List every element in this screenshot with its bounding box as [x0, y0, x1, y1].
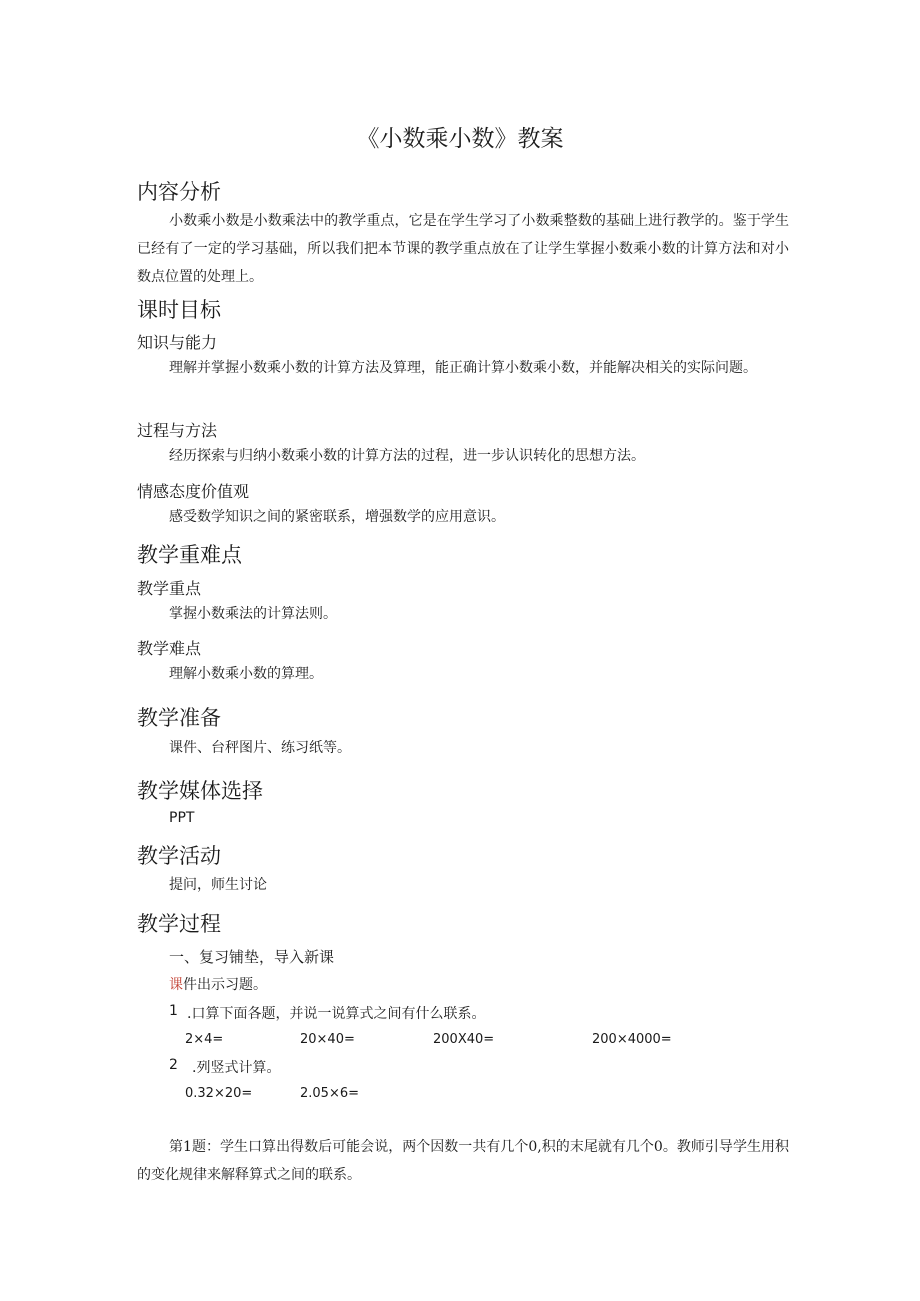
- paragraph-knowledge: [137, 354, 789, 382]
- heading-key-points: 教学重难点: [137, 543, 242, 567]
- paragraph-text: 小数乘小数是小数乘法中的教学重点，它是在学生学习了小数乘整数的基础上进行教学的。鉴于学生已经有了一定的学习基础，所以我们把本节课的教学重点放在了让学生掌握小数乘小数的计算方法和对小数点位置的处理上。: [137, 213, 789, 285]
- q1-item: 200×4000=: [592, 1032, 672, 1047]
- heading-goals: 课时目标: [137, 298, 221, 322]
- question-1-number: 1: [169, 1003, 178, 1019]
- subheading-key: 教学重点: [137, 579, 202, 598]
- question-2-number: 2: [169, 1057, 178, 1073]
- paragraph-text: 理解小数乘小数的算理。: [169, 666, 323, 682]
- q1-item: 20×40=: [300, 1032, 355, 1047]
- paragraph-text: 掌握小数乘法的计算法则。: [169, 606, 337, 622]
- q1-item: 200X40=: [433, 1032, 495, 1047]
- paragraph-text: 课件、台秤图片、练习纸等。: [169, 740, 351, 756]
- paragraph-preparation: [137, 734, 789, 762]
- question-1-text: .口算下面各题，并说一说算式之间有什么联系。: [187, 1006, 486, 1022]
- heading-process: 教学过程: [137, 912, 221, 936]
- step1-title: 一、复习铺垫，导入新课: [169, 948, 335, 966]
- paragraph-emotion: [137, 503, 789, 531]
- paragraph-difficult: [137, 660, 789, 688]
- paragraph-text: 理解并掌握小数乘小数的计算方法及算理，能正确计算小数乘小数，并能解决相关的实际问题。: [169, 360, 757, 376]
- q1-item: 2×4=: [185, 1032, 224, 1047]
- heading-content-analysis: 内容分析: [137, 180, 221, 204]
- q2-item: 2.05×6=: [300, 1086, 360, 1101]
- courseware-first-char: 课: [169, 977, 183, 993]
- courseware-rest: 件出示习题。: [183, 977, 267, 993]
- paragraph-note: [137, 1133, 789, 1189]
- text-media: PPT: [169, 810, 195, 826]
- page-title: 《小数乘小数》教案: [356, 126, 564, 152]
- subheading-process-method: 过程与方法: [137, 421, 218, 440]
- subheading-emotion: 情感态度价值观: [137, 482, 250, 501]
- courseware-line: [169, 974, 267, 994]
- heading-activity: 教学活动: [137, 844, 221, 868]
- paragraph-text: 第1题：学生口算出得数后可能会说，两个因数一共有几个0,积的末尾就有几个0。教师引导学生用积的变化规律来解释算式之间的联系。: [137, 1139, 789, 1183]
- heading-preparation: 教学准备: [137, 706, 221, 730]
- paragraph-activity: [137, 871, 789, 899]
- subheading-difficult: 教学难点: [137, 639, 202, 658]
- paragraph-content-analysis: [137, 207, 789, 291]
- heading-media: 教学媒体选择: [137, 779, 263, 803]
- paragraph-text: 提问，师生讨论: [169, 877, 267, 893]
- paragraph-text: 经历探索与归纳小数乘小数的计算方法的过程，进一步认识转化的思想方法。: [169, 448, 645, 464]
- subheading-knowledge: 知识与能力: [137, 333, 218, 352]
- paragraph-key: [137, 600, 789, 628]
- q2-item: 0.32×20=: [185, 1086, 253, 1101]
- paragraph-process-method: [137, 442, 789, 470]
- question-2-text: .列竖式计算。: [192, 1060, 281, 1076]
- paragraph-text: 感受数学知识之间的紧密联系，增强数学的应用意识。: [169, 509, 505, 525]
